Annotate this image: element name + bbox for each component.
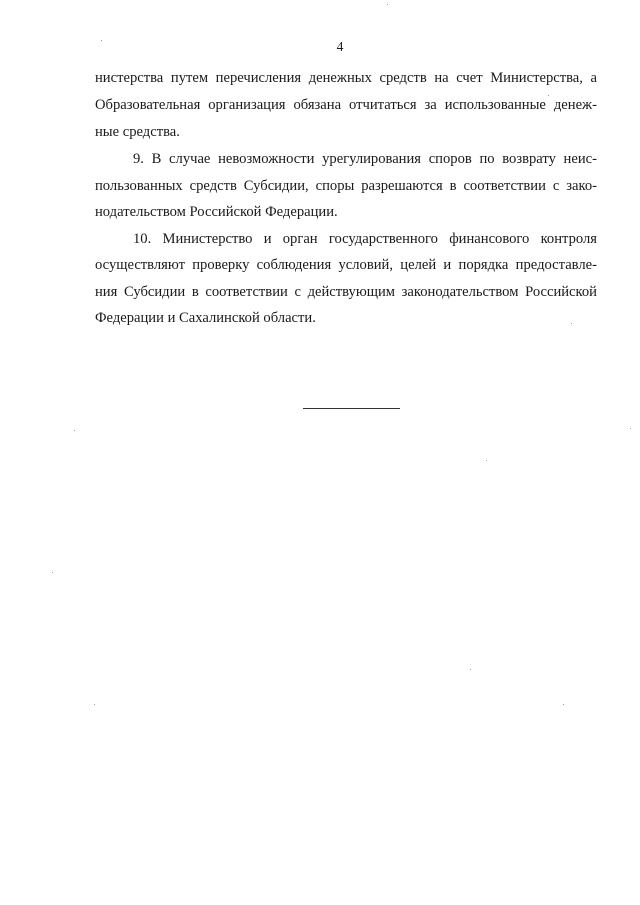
text-line: 10. Министерство и орган государственного финансового контроля [133,231,597,247]
text-line: осуществляют проверку соблюдения условий, целей и порядка предоставле- [95,257,597,273]
scan-speck [548,95,549,96]
text-line: пользованных средств Субсидии, споры разрешаются в соответствии с зако- [95,178,597,194]
scan-speck [74,430,75,431]
end-of-document-rule [303,408,400,409]
scan-speck [630,428,631,429]
scan-speck [387,4,388,5]
text-line: 9. В случае невозможности урегулирования споров по возврату неис- [133,151,597,167]
scan-speck [94,704,95,705]
text-line: Федерации и Сахалинской области. [95,310,316,326]
text-line: нодательством Российской Федерации. [95,204,338,220]
scan-speck [486,460,487,461]
text-line: Образовательная организация обязана отчитаться за использованные денеж- [95,97,597,113]
scan-speck [571,323,572,324]
scan-speck [470,669,471,670]
scan-speck [563,704,564,705]
text-line: ные средства. [95,124,180,140]
scan-speck [101,40,102,41]
text-line: нистерства путем перечисления денежных средств на счет Министерства, а [95,70,597,86]
text-line: ния Субсидии в соответствии с действующим законодательством Российской [95,284,597,300]
scan-speck [52,572,53,573]
page-number: 4 [336,39,344,54]
